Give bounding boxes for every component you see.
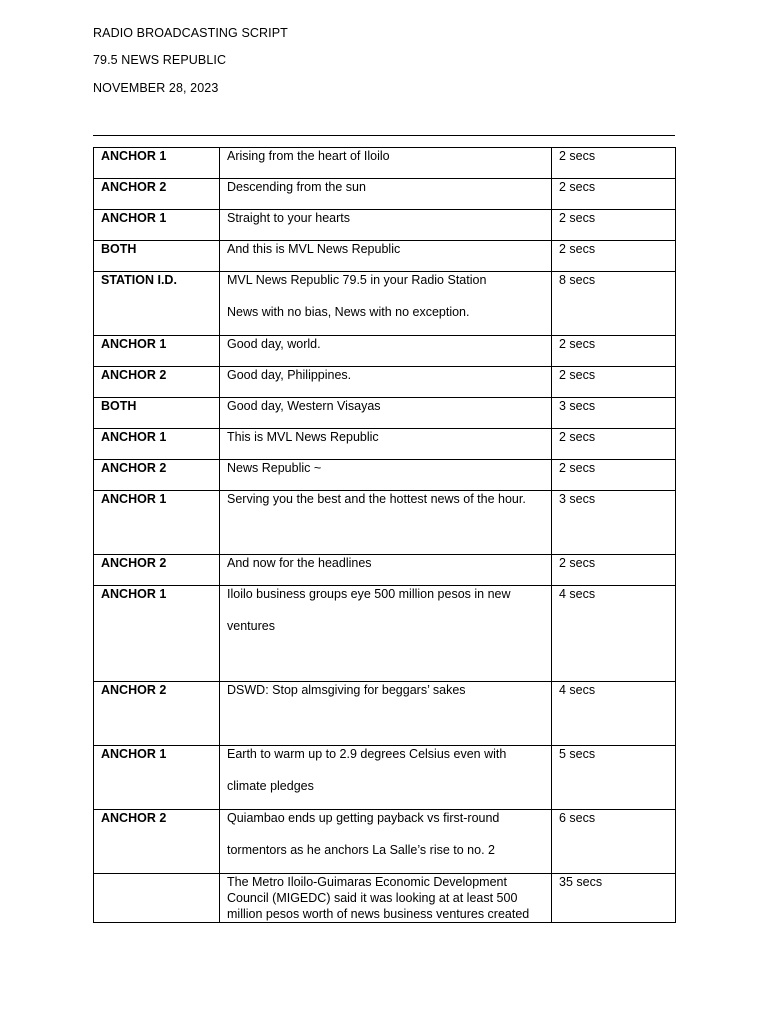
script-line: News Republic ~ — [227, 461, 322, 475]
script-line: MVL News Republic 79.5 in your Radio Station — [227, 273, 487, 287]
speaker-cell: ANCHOR 2 — [94, 555, 220, 586]
table-row — [94, 272, 676, 336]
script-line: Serving you the best and the hottest news of the hour. — [227, 492, 526, 506]
speaker-cell: ANCHOR 1 — [94, 586, 220, 682]
script-line: tormentors as he anchors La Salle’s rise to no. 2 — [227, 843, 495, 857]
speaker-cell: ANCHOR 2 — [94, 682, 220, 746]
speaker-cell: ANCHOR 1 — [94, 429, 220, 460]
line-cell — [220, 429, 552, 460]
table-row — [94, 148, 676, 179]
duration-cell: 2 secs — [552, 148, 676, 179]
script-line: Straight to your hearts — [227, 211, 350, 225]
table-row — [94, 336, 676, 367]
line-cell — [220, 148, 552, 179]
script-line: News with no bias, News with no exception. — [227, 305, 470, 319]
speaker-cell: ANCHOR 1 — [94, 210, 220, 241]
duration-cell: 6 secs — [552, 810, 676, 874]
script-line: Arising from the heart of Iloilo — [227, 149, 390, 163]
script-line: Descending from the sun — [227, 180, 366, 194]
duration-cell: 2 secs — [552, 210, 676, 241]
speaker-cell: ANCHOR 1 — [94, 336, 220, 367]
station-name: 79.5 NEWS REPUBLIC — [93, 53, 227, 67]
duration-cell: 5 secs — [552, 746, 676, 810]
script-line: And now for the headlines — [227, 556, 372, 570]
duration-cell: 2 secs — [552, 336, 676, 367]
table-row — [94, 367, 676, 398]
line-cell — [220, 810, 552, 874]
duration-cell: 2 secs — [552, 367, 676, 398]
script-line: Iloilo business groups eye 500 million pesos in new — [227, 587, 511, 601]
line-cell — [220, 586, 552, 682]
table-row — [94, 810, 676, 874]
table-row — [94, 241, 676, 272]
script-line: DSWD: Stop almsgiving for beggars’ sakes — [227, 683, 466, 697]
line-cell — [220, 491, 552, 555]
duration-cell: 3 secs — [552, 398, 676, 429]
line-cell — [220, 272, 552, 336]
duration-cell: 4 secs — [552, 586, 676, 682]
speaker-cell: ANCHOR 2 — [94, 810, 220, 874]
script-line: This is MVL News Republic — [227, 430, 379, 444]
duration-cell: 3 secs — [552, 491, 676, 555]
line-cell — [220, 746, 552, 810]
script-line: The Metro Iloilo-Guimaras Economic Development Council (MIGEDC) said it was looking at at least 500 million pesos worth of news business ventures created — [227, 875, 530, 921]
speaker-cell: BOTH — [94, 241, 220, 272]
speaker-cell: ANCHOR 2 — [94, 460, 220, 491]
speaker-cell: ANCHOR 2 — [94, 179, 220, 210]
line-cell — [220, 336, 552, 367]
script-line: Good day, Western Visayas — [227, 399, 381, 413]
speaker-cell: ANCHOR 1 — [94, 491, 220, 555]
table-row — [94, 179, 676, 210]
speaker-cell: ANCHOR 1 — [94, 746, 220, 810]
script-line: Earth to warm up to 2.9 degrees Celsius even with — [227, 747, 507, 761]
speaker-cell: STATION I.D. — [94, 272, 220, 336]
duration-cell: 8 secs — [552, 272, 676, 336]
duration-cell: 2 secs — [552, 555, 676, 586]
line-cell — [220, 210, 552, 241]
line-cell — [220, 398, 552, 429]
duration-cell: 2 secs — [552, 460, 676, 491]
script-line: Quiambao ends up getting payback vs first-round — [227, 811, 500, 825]
duration-cell: 2 secs — [552, 429, 676, 460]
line-cell — [220, 555, 552, 586]
line-cell — [220, 241, 552, 272]
table-row — [94, 555, 676, 586]
line-cell — [220, 179, 552, 210]
speaker-cell: ANCHOR 2 — [94, 367, 220, 398]
speaker-cell: ANCHOR 1 — [94, 148, 220, 179]
table-row — [94, 210, 676, 241]
table-row — [94, 460, 676, 491]
line-cell — [220, 460, 552, 491]
script-line: Good day, Philippines. — [227, 368, 352, 382]
table-row — [94, 746, 676, 810]
script-line: And this is MVL News Republic — [227, 242, 401, 256]
line-cell — [220, 367, 552, 398]
script-line: ventures — [227, 619, 275, 633]
script-title: RADIO BROADCASTING SCRIPT — [93, 26, 288, 40]
table-row — [94, 491, 676, 555]
speaker-cell: BOTH — [94, 398, 220, 429]
script-table — [93, 147, 676, 923]
duration-cell: 35 secs — [552, 874, 676, 923]
table-row — [94, 398, 676, 429]
duration-cell: 2 secs — [552, 241, 676, 272]
script-line: climate pledges — [227, 779, 314, 793]
duration-cell: 2 secs — [552, 179, 676, 210]
duration-cell: 4 secs — [552, 682, 676, 746]
speaker-cell — [94, 874, 220, 923]
horizontal-divider — [93, 135, 675, 136]
table-row — [94, 429, 676, 460]
table-row — [94, 682, 676, 746]
table-row — [94, 874, 676, 923]
line-cell — [220, 682, 552, 746]
script-date: NOVEMBER 28, 2023 — [93, 81, 219, 95]
line-cell — [220, 874, 552, 923]
table-row — [94, 586, 676, 682]
script-line: Good day, world. — [227, 337, 321, 351]
